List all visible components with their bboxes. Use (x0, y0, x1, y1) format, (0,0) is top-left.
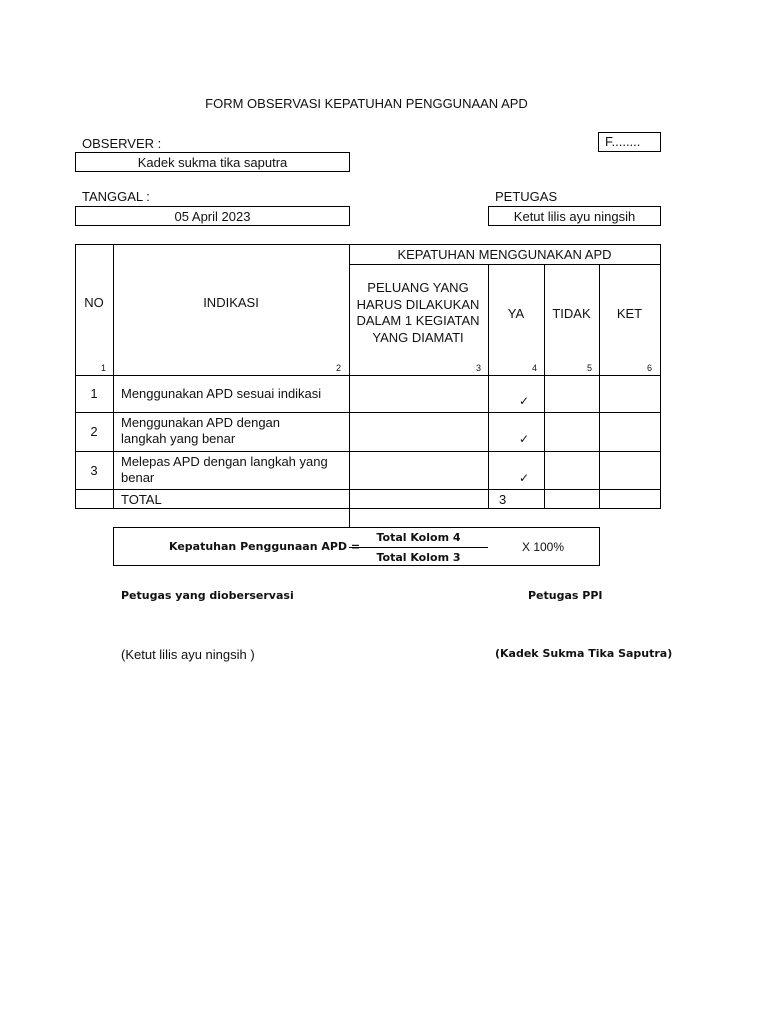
signature-right-name: (Kadek Sukma Tika Saputra) (495, 647, 673, 660)
check-icon: ✓ (519, 471, 530, 485)
tanggal-label: TANGGAL : (82, 189, 150, 204)
signature-left-title: Petugas yang dioberservasi (121, 589, 294, 602)
header-peluang: PELUANG YANG HARUS DILAKUKAN DALAM 1 KEGIATAN YANG DIAMATI (356, 280, 480, 345)
col-number: 2 (336, 363, 342, 373)
header-ket: KET (616, 305, 643, 321)
header-no: NO (84, 294, 104, 310)
signature-right-title: Petugas PPI (528, 589, 603, 602)
formula-denominator: Total Kolom 3 (376, 551, 461, 564)
tanggal-value: 05 April 2023 (174, 208, 251, 224)
row-no: 1 (90, 386, 98, 401)
fraction-bar (349, 547, 488, 548)
check-icon: ✓ (519, 394, 530, 408)
col-number: 1 (101, 363, 107, 373)
col-number: 6 (647, 363, 653, 373)
observer-label: OBSERVER : (82, 136, 162, 151)
row-indikasi: Melepas APD dengan langkah yang benar (121, 454, 328, 485)
formula-multiplier: X 100% (522, 540, 565, 554)
check-icon: ✓ (519, 432, 530, 446)
header-ya: YA (507, 305, 525, 321)
row-indikasi: Menggunakan APD dengan langkah yang benar (121, 415, 281, 446)
form-title: FORM OBSERVASI KEPATUHAN PENGGUNAAN APD (205, 96, 528, 111)
col-number: 5 (587, 363, 593, 373)
row-no: 2 (90, 424, 98, 439)
total-label: TOTAL (121, 492, 162, 507)
signature-left-name: (Ketut lilis ayu ningsih ) (121, 647, 255, 662)
header-tidak: TIDAK (552, 305, 591, 321)
col-number: 4 (532, 363, 538, 373)
row-no: 3 (90, 462, 98, 478)
col-number: 3 (476, 363, 482, 373)
form-code: F........ (605, 134, 641, 149)
row-indikasi: Menggunakan APD sesuai indikasi (121, 386, 322, 401)
formula-numerator: Total Kolom 4 (376, 531, 461, 544)
formula-label: Kepatuhan Penggunaan APD = (169, 540, 361, 553)
total-ya: 3 (499, 492, 507, 507)
header-indikasi: INDIKASI (203, 294, 259, 310)
header-kepatuhan-group: KEPATUHAN MENGGUNAKAN APD (397, 247, 612, 262)
petugas-label: PETUGAS (495, 189, 558, 204)
observer-name: Kadek sukma tika saputra (137, 154, 288, 170)
petugas-value: Ketut lilis ayu ningsih (513, 208, 636, 224)
